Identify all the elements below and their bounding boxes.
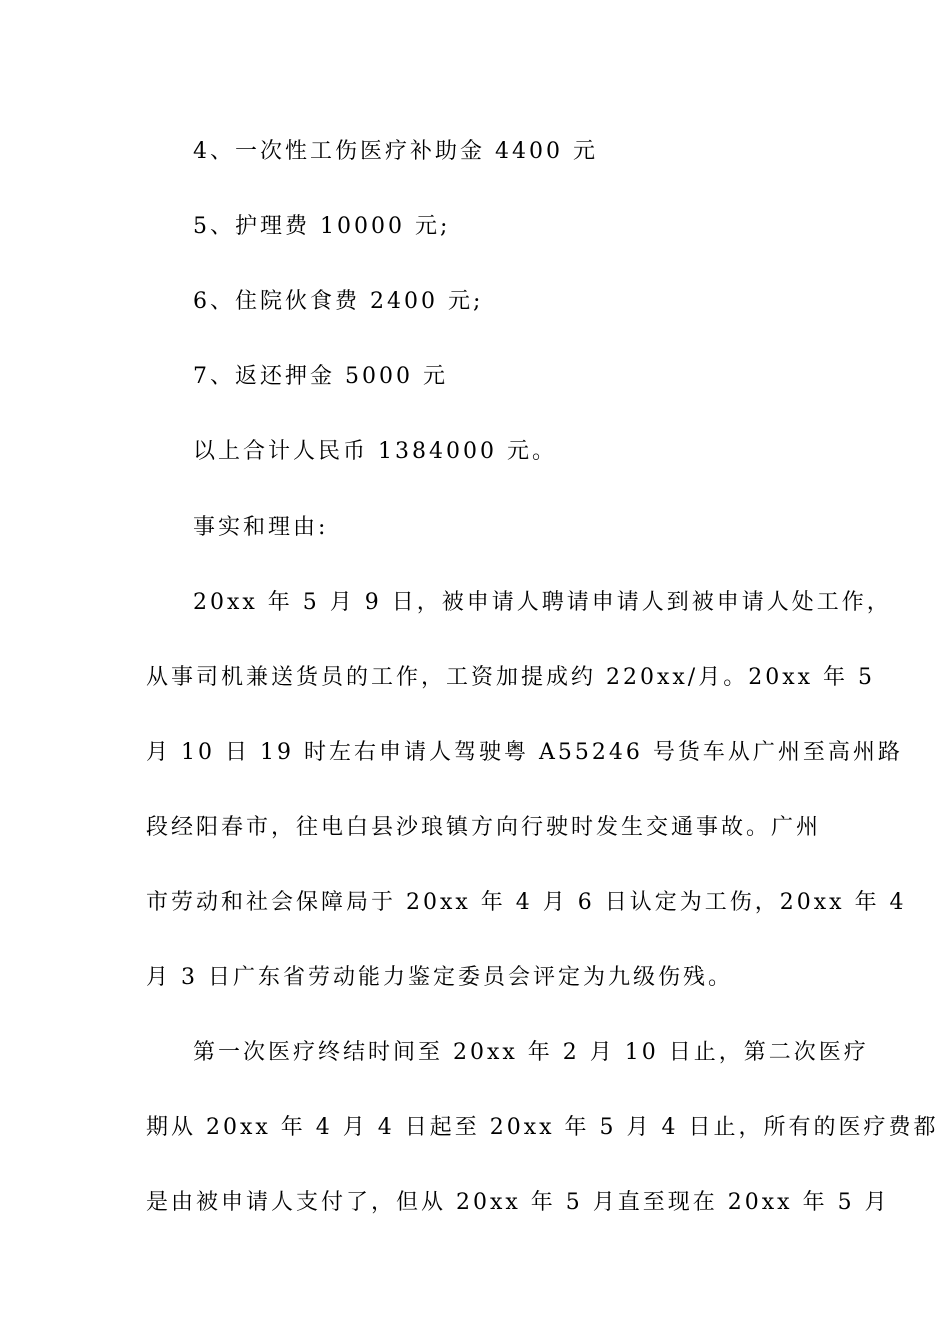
list-item-7: 7、返还押金 5000 元	[193, 364, 448, 389]
list-item-6: 6、住院伙食费 2400 元;	[193, 289, 484, 314]
paragraph-line: 段经阳春市，往电白县沙琅镇方向行驶时发生交通事故。广州	[146, 815, 822, 840]
list-item-4: 4、一次性工伤医疗补助金 4400 元	[193, 139, 598, 164]
paragraph-line: 月 3 日广东省劳动能力鉴定委员会评定为九级伤残。	[146, 965, 733, 990]
paragraph-line: 期从 20xx 年 4 月 4 日起至 20xx 年 5 月 4 日止，所有的医疗费都	[146, 1115, 939, 1140]
paragraph-line: 是由被申请人支付了，但从 20xx 年 5 月直至现在 20xx 年 5 月	[146, 1190, 890, 1215]
paragraph-line: 月 10 日 19 时左右申请人驾驶粤 A55246 号货车从广州至高州路	[146, 740, 903, 765]
paragraph-line: 20xx 年 5 月 9 日，被申请人聘请申请人到被申请人处工作，	[193, 590, 892, 615]
paragraph-line: 从事司机兼送货员的工作，工资加提成约 220xx/月。20xx 年 5	[146, 665, 876, 690]
section-heading: 事实和理由:	[193, 515, 329, 540]
paragraph-line: 市劳动和社会保障局于 20xx 年 4 月 6 日认定为工伤，20xx 年 4	[146, 890, 907, 915]
list-item-5: 5、护理费 10000 元;	[193, 214, 451, 239]
paragraph-line: 第一次医疗终结时间至 20xx 年 2 月 10 日止，第二次医疗	[193, 1040, 869, 1065]
total-line: 以上合计人民币 1384000 元。	[193, 439, 557, 464]
